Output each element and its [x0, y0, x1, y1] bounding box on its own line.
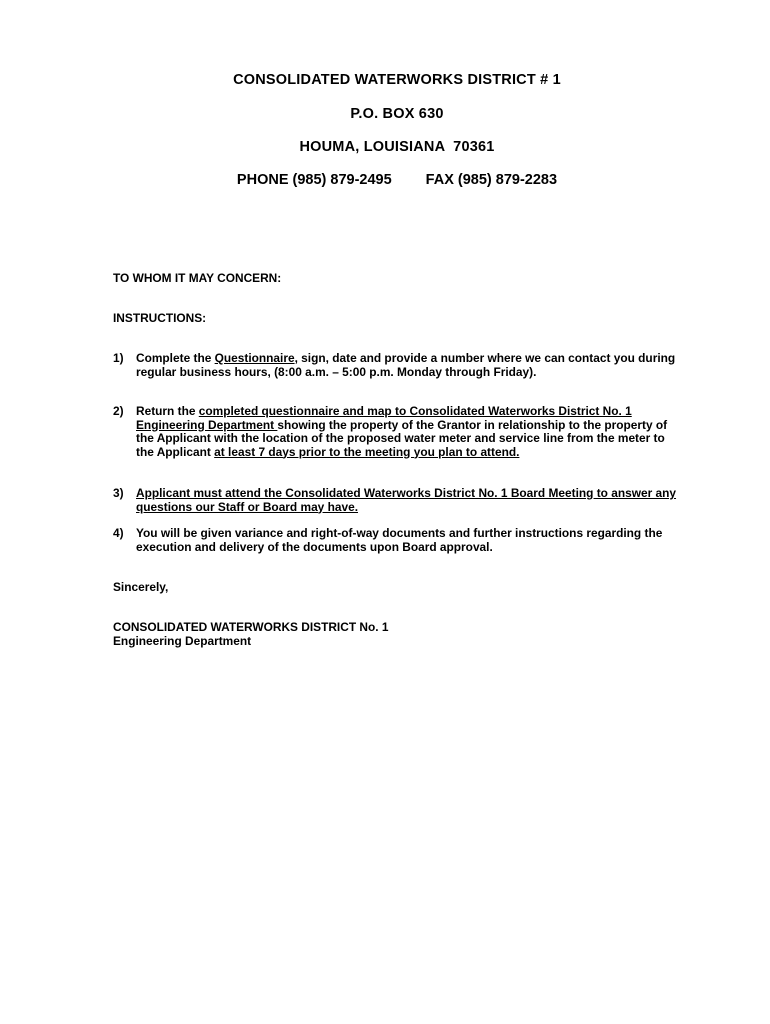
item-text-underlined: Questionnaire [214, 351, 295, 365]
closing: Sincerely, [113, 580, 169, 594]
item-text-part: showing the property of the Grantor in relationship to the property of the Applicant with the location of the proposed water meter and service line from the meter to the Applicant [136, 417, 668, 459]
signature-dept: Engineering Department [113, 634, 252, 648]
instructions-heading: INSTRUCTIONS: [113, 311, 207, 325]
item-text-part: Return the [136, 404, 199, 418]
item-number: 3) [113, 486, 124, 500]
item-text [136, 405, 678, 459]
item-text [136, 487, 678, 514]
item-text [136, 352, 678, 379]
item-number: 1) [113, 351, 124, 365]
letterhead-fax: FAX (985) 879-2283 [425, 172, 558, 188]
instruction-item-1 [113, 352, 678, 379]
letterhead-contact [0, 172, 770, 188]
item-text-underlined: Applicant must attend the Consolidated Waterworks District No. 1 Board Meeting to answer any questions our Staff or Board may have. [136, 486, 677, 514]
item-text-part: Complete the [136, 351, 215, 365]
item-text-underlined: at least 7 days prior to the meeting you plan to attend. [214, 444, 520, 459]
salutation: TO WHOM IT MAY CONCERN: [113, 271, 282, 285]
item-text-part: You will be given variance and right-of-way documents and further instructions regarding the execution and delivery of the documents upon Board approval. [136, 526, 663, 554]
item-text [136, 527, 678, 554]
letterhead-po-box: P.O. BOX 630 [350, 106, 444, 122]
instruction-item-2 [113, 405, 678, 459]
item-text-part: , sign, date and provide a number where we can contact you during regular business hours, (8:00 a.m. – 5:00 p.m. Monday through Friday). [136, 351, 676, 379]
item-number: 4) [113, 526, 124, 540]
item-number: 2) [113, 404, 124, 418]
instruction-item-4 [113, 527, 678, 554]
letterhead-phone: PHONE (985) 879-2495 [236, 172, 392, 188]
letterhead-city: HOUMA, LOUISIANA 70361 [299, 139, 495, 155]
item-text-underlined: completed questionnaire and map to Consolidated Waterworks District No. 1 Engineering Department [136, 404, 632, 432]
instruction-item-3 [113, 487, 678, 514]
signature-org: CONSOLIDATED WATERWORKS DISTRICT No. 1 [113, 620, 389, 634]
letterhead-org: CONSOLIDATED WATERWORKS DISTRICT # 1 [233, 72, 561, 88]
